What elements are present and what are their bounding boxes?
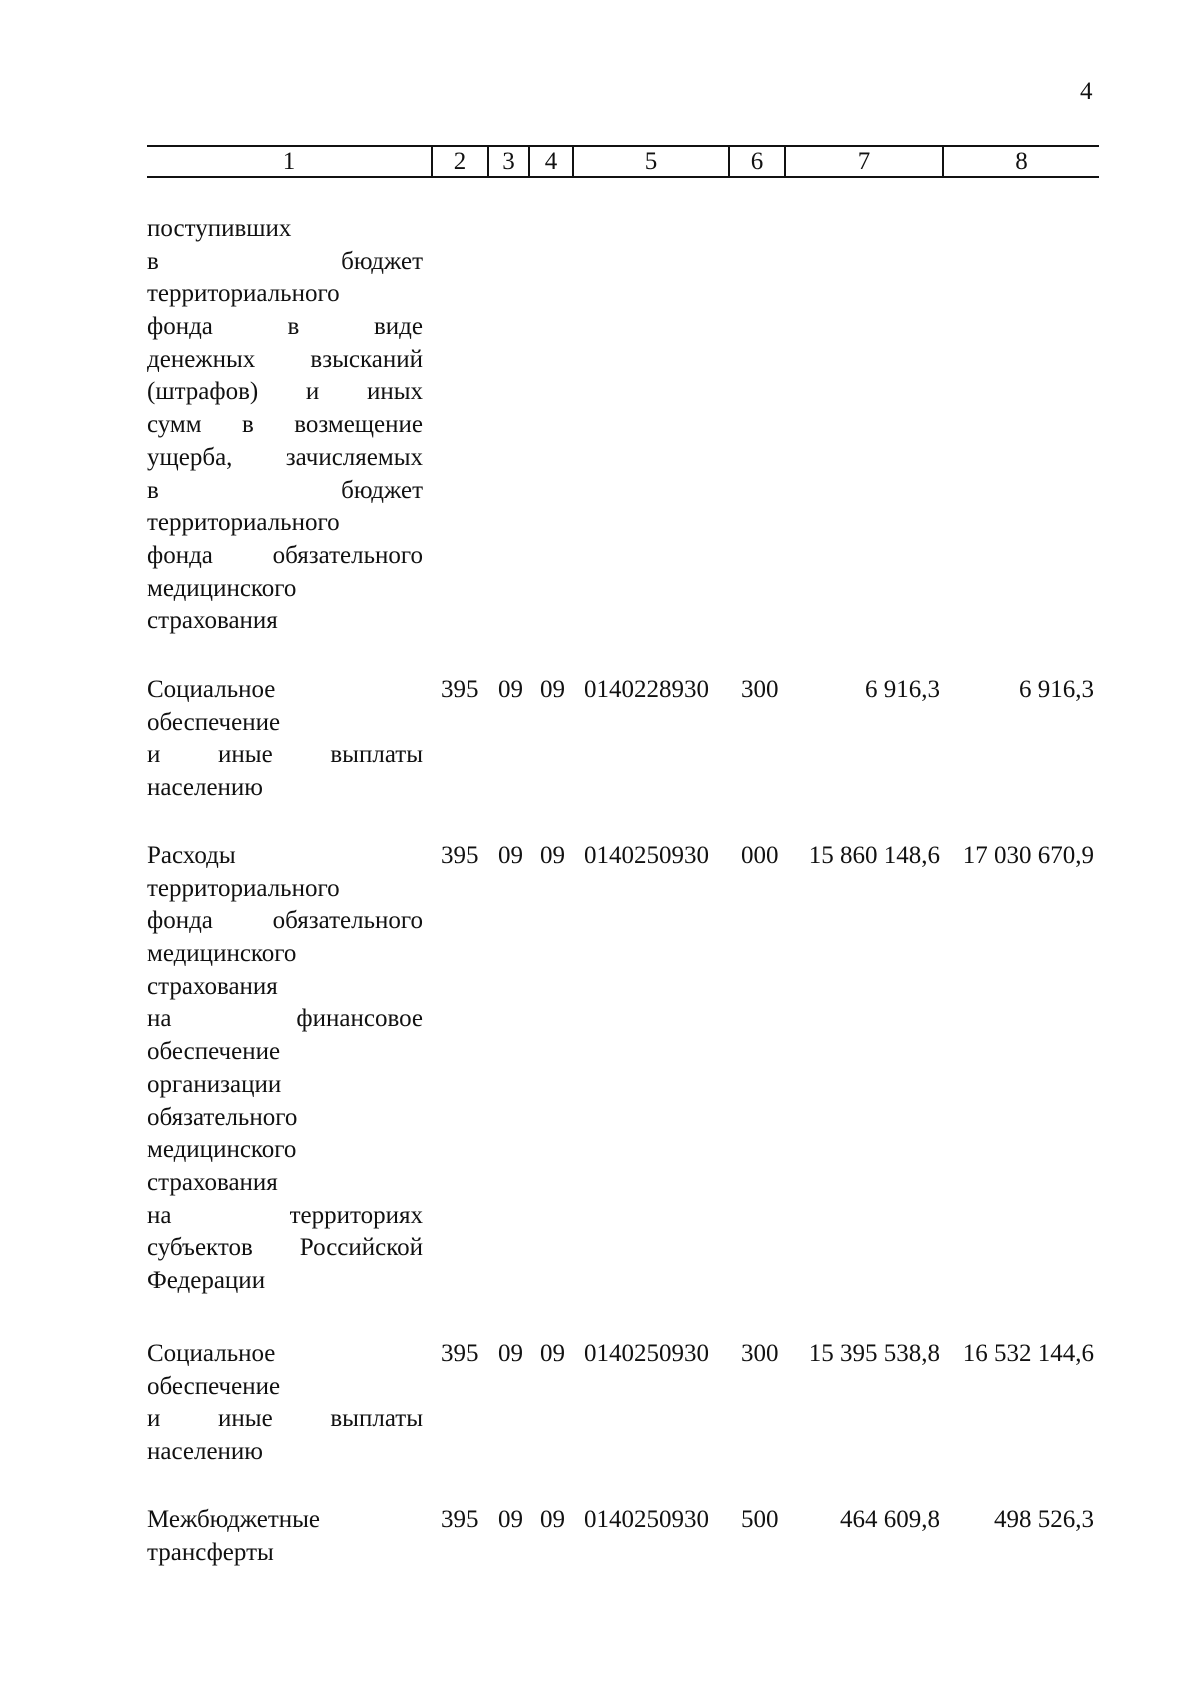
header-col-6: 6	[728, 147, 784, 176]
target-article-code: 0140250930	[584, 1340, 709, 1367]
description-line: фонда в виде	[147, 313, 423, 341]
admin-code: 395	[441, 1340, 479, 1367]
header-col-8: 8	[942, 147, 1099, 176]
description-line: на финансовое	[147, 1005, 423, 1033]
table-header-row	[147, 145, 1099, 178]
subsection-code: 09	[540, 1340, 565, 1367]
row-description	[147, 1338, 423, 1469]
description-line: сумм в возмещение	[147, 411, 423, 439]
page-number: 4	[1080, 78, 1093, 105]
description-line: денежных взысканий	[147, 345, 423, 373]
target-article-code: 0140250930	[584, 842, 709, 869]
description-line: территориального	[147, 280, 340, 308]
admin-code: 395	[441, 1506, 479, 1533]
header-col-2: 2	[431, 147, 487, 176]
row-description	[147, 840, 423, 1298]
admin-code: 395	[441, 842, 479, 869]
description-line: медицинского	[147, 940, 297, 968]
amount-year-1: 15 395 538,8	[808, 1340, 940, 1367]
description-line: обеспечение	[147, 1372, 281, 1400]
description-line: населению	[147, 1438, 263, 1466]
description-line: и иные выплаты	[147, 1405, 423, 1433]
header-col-3: 3	[487, 147, 528, 176]
section-code: 09	[498, 1506, 523, 1533]
description-line: территориального	[147, 874, 340, 902]
header-col-7: 7	[784, 147, 942, 176]
description-line: медицинского	[147, 1136, 297, 1164]
description-line: обеспечение	[147, 708, 281, 736]
section-code: 09	[498, 842, 523, 869]
amount-year-2: 16 532 144,6	[962, 1340, 1094, 1367]
description-line: Межбюджетные	[147, 1506, 321, 1533]
header-col-4: 4	[528, 147, 572, 176]
subsection-code: 09	[540, 1506, 565, 1533]
description-line: обязательного	[147, 1103, 298, 1131]
row-description	[147, 674, 423, 805]
description-line: фонда обязательного	[147, 541, 423, 569]
description-line: страхования	[147, 607, 278, 635]
description-line: организации	[147, 1070, 282, 1098]
description-line: на территориях	[147, 1201, 423, 1229]
description-line: в бюджет	[147, 247, 423, 275]
expense-type-code: 300	[741, 676, 779, 703]
description-line: Социальное	[147, 1340, 276, 1367]
description-line: поступивших	[147, 215, 292, 242]
amount-year-1: 15 860 148,6	[808, 842, 940, 869]
amount-year-2: 6 916,3	[1019, 676, 1094, 703]
expense-type-code: 300	[741, 1340, 779, 1367]
description-line: населению	[147, 774, 263, 802]
amount-year-1: 6 916,3	[865, 676, 940, 703]
description-line: трансферты	[147, 1538, 274, 1566]
description-line: страхования	[147, 1168, 278, 1196]
amount-year-2: 498 526,3	[994, 1506, 1094, 1533]
expense-type-code: 000	[741, 842, 779, 869]
description-line: Социальное	[147, 676, 276, 703]
description-line: (штрафов) и иных	[147, 378, 423, 406]
section-code: 09	[498, 1340, 523, 1367]
description-line: Расходы	[147, 842, 236, 869]
expense-type-code: 500	[741, 1506, 779, 1533]
row-description	[147, 213, 423, 638]
header-col-1: 1	[282, 148, 296, 175]
description-line: страхования	[147, 972, 278, 1000]
description-line: территориального	[147, 509, 340, 537]
description-line: Федерации	[147, 1266, 266, 1294]
section-code: 09	[498, 676, 523, 703]
subsection-code: 09	[540, 676, 565, 703]
description-line: медицинского	[147, 574, 297, 602]
amount-year-2: 17 030 670,9	[962, 842, 1094, 869]
description-line: в бюджет	[147, 476, 423, 504]
description-line: фонда обязательного	[147, 907, 423, 935]
description-line: и иные выплаты	[147, 741, 423, 769]
subsection-code: 09	[540, 842, 565, 869]
target-article-code: 0140228930	[584, 676, 709, 703]
admin-code: 395	[441, 676, 479, 703]
amount-year-1: 464 609,8	[840, 1506, 940, 1533]
description-line: обеспечение	[147, 1038, 281, 1066]
header-col-5: 5	[572, 147, 728, 176]
description-line: ущерба, зачисляемых	[147, 443, 423, 471]
row-description	[147, 1504, 423, 1569]
target-article-code: 0140250930	[584, 1506, 709, 1533]
description-line: субъектов Российской	[147, 1234, 423, 1262]
